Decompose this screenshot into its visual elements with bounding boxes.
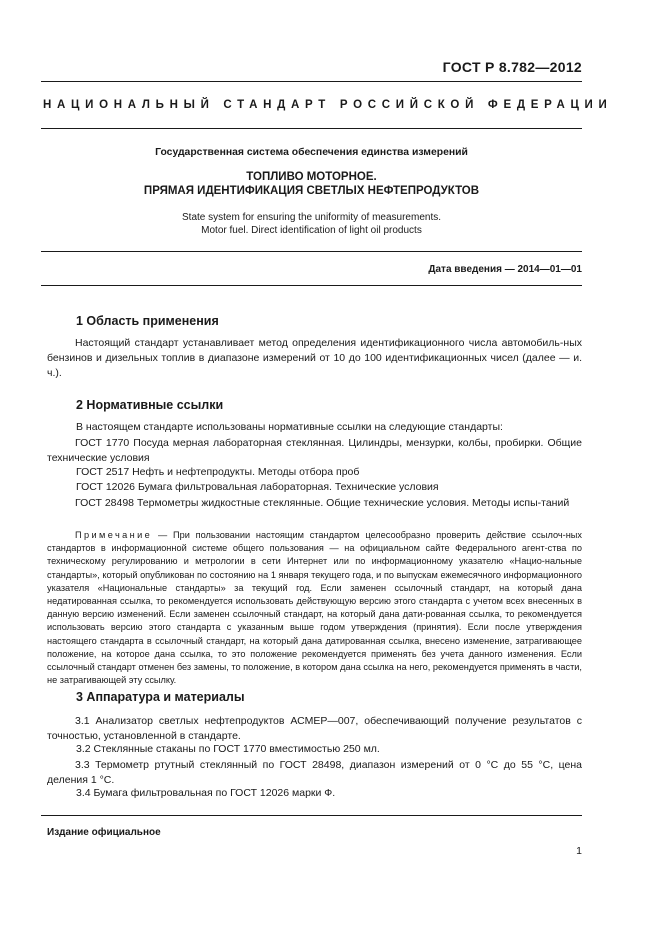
page-number: 1 (576, 845, 582, 857)
banner-rule (41, 128, 582, 129)
section2-note (47, 529, 582, 687)
reference-gost-28498: ГОСТ 28498 Термометры жидкостные стеклянные. Общие технические условия. Методы испы-таний (75, 497, 570, 509)
note-label: Примечание (75, 530, 153, 540)
section3-item-2: 3.2 Стеклянные стаканы по ГОСТ 1770 вместимостью 250 мл. (76, 743, 380, 755)
section3-heading: 3 Аппаратура и материалы (76, 690, 245, 704)
header-rule (41, 81, 582, 82)
title-rule (41, 251, 582, 252)
english-title-line2: Motor fuel. Direct identification of light oil products (201, 225, 422, 236)
section1-paragraph: Настоящий стандарт устанавливает метод определения идентификационного числа автомобиль-ных бензинов и дизельных топлив в диапазоне измерений от 10 до 100 идентификационных чисел (далее — и. ч.). (47, 337, 582, 379)
section3-item-4: 3.4 Бумага фильтровальная по ГОСТ 12026 марки Ф. (76, 787, 336, 799)
official-edition-label: Издание официальное (47, 827, 161, 838)
note-text: — При пользовании настоящим стандартом целесообразно проверить действие ссылоч-ных стандартов в информационной системе общего пользования — на официальном сайте Федерального агент-ства по техническому регулированию и метрологии в сети Интернет или по информационному указателю «Нацио-нальные стандарты», который опубликован по состоянию на 1 января текущего года, и по выпускам ежемесячного информационного указателя «Национальные стандарты» за текущий год. Если заменен ссылочный стандарт, на который дана недатированная ссылка, то рекомендуется использовать действующую версию этого стандарта с учетом всех внесенных в данную версию изменений. Если заменен ссылочный стандарт, на который дана дати-рованная ссылка, то рекомендуется использовать версию этого стандарта с указанным выше годом утверждения (принятия). Если после утверждения настоящего стандарта в ссылочный стандарт, на который дана датированная ссылка, внесено изменение, затрагивающее положение, на которое дана ссылка, то это положение рекомендуется применять без учета данного изменения. Если ссылочный стандарт отменен без замены, то положение, в котором дана ссылка на него, рекомендуется применять в части, не затрагивающей эту ссылку. (47, 530, 582, 686)
reference-gost-12026: ГОСТ 12026 Бумага фильтровальная лабораторная. Технические условия (76, 481, 439, 493)
section2-heading: 2 Нормативные ссылки (76, 398, 224, 412)
system-title: Государственная система обеспечения единства измерений (155, 147, 468, 158)
document-title-line1: ТОПЛИВО МОТОРНОЕ. (246, 171, 377, 183)
section2-intro: В настоящем стандарте использованы нормативные ссылки на следующие стандарты: (76, 421, 503, 433)
reference-gost-1770: ГОСТ 1770 Посуда мерная лабораторная стеклянная. Цилиндры, мензурки, колбы, пробирки. Общие технические условия (47, 437, 582, 464)
standard-number: ГОСТ Р 8.782—2012 (442, 59, 582, 75)
footer-rule (41, 815, 582, 816)
introduction-date: Дата введения — 2014—01—01 (428, 264, 582, 275)
english-title-line1: State system for ensuring the uniformity of measurements. (182, 212, 441, 223)
section1-heading: 1 Область применения (76, 314, 219, 328)
section3-item-3: 3.3 Термометр ртутный стеклянный по ГОСТ 28498, диапазон измерений от 0 °С до 55 °С, цена деления 1 °С. (47, 759, 582, 786)
national-standard-banner: НАЦИОНАЛЬНЫЙ СТАНДАРТ РОССИЙСКОЙ ФЕДЕРАЦИИ (43, 99, 613, 111)
date-rule (41, 285, 582, 286)
document-title-line2: ПРЯМАЯ ИДЕНТИФИКАЦИЯ СВЕТЛЫХ НЕФТЕПРОДУКТОВ (143, 185, 480, 197)
section3-item-1: 3.1 Анализатор светлых нефтепродуктов АСМЕР—007, обеспечивающий получение результатов с точностью, установленной в стандарте. (47, 715, 582, 742)
reference-gost-2517: ГОСТ 2517 Нефть и нефтепродукты. Методы отбора проб (76, 466, 360, 478)
